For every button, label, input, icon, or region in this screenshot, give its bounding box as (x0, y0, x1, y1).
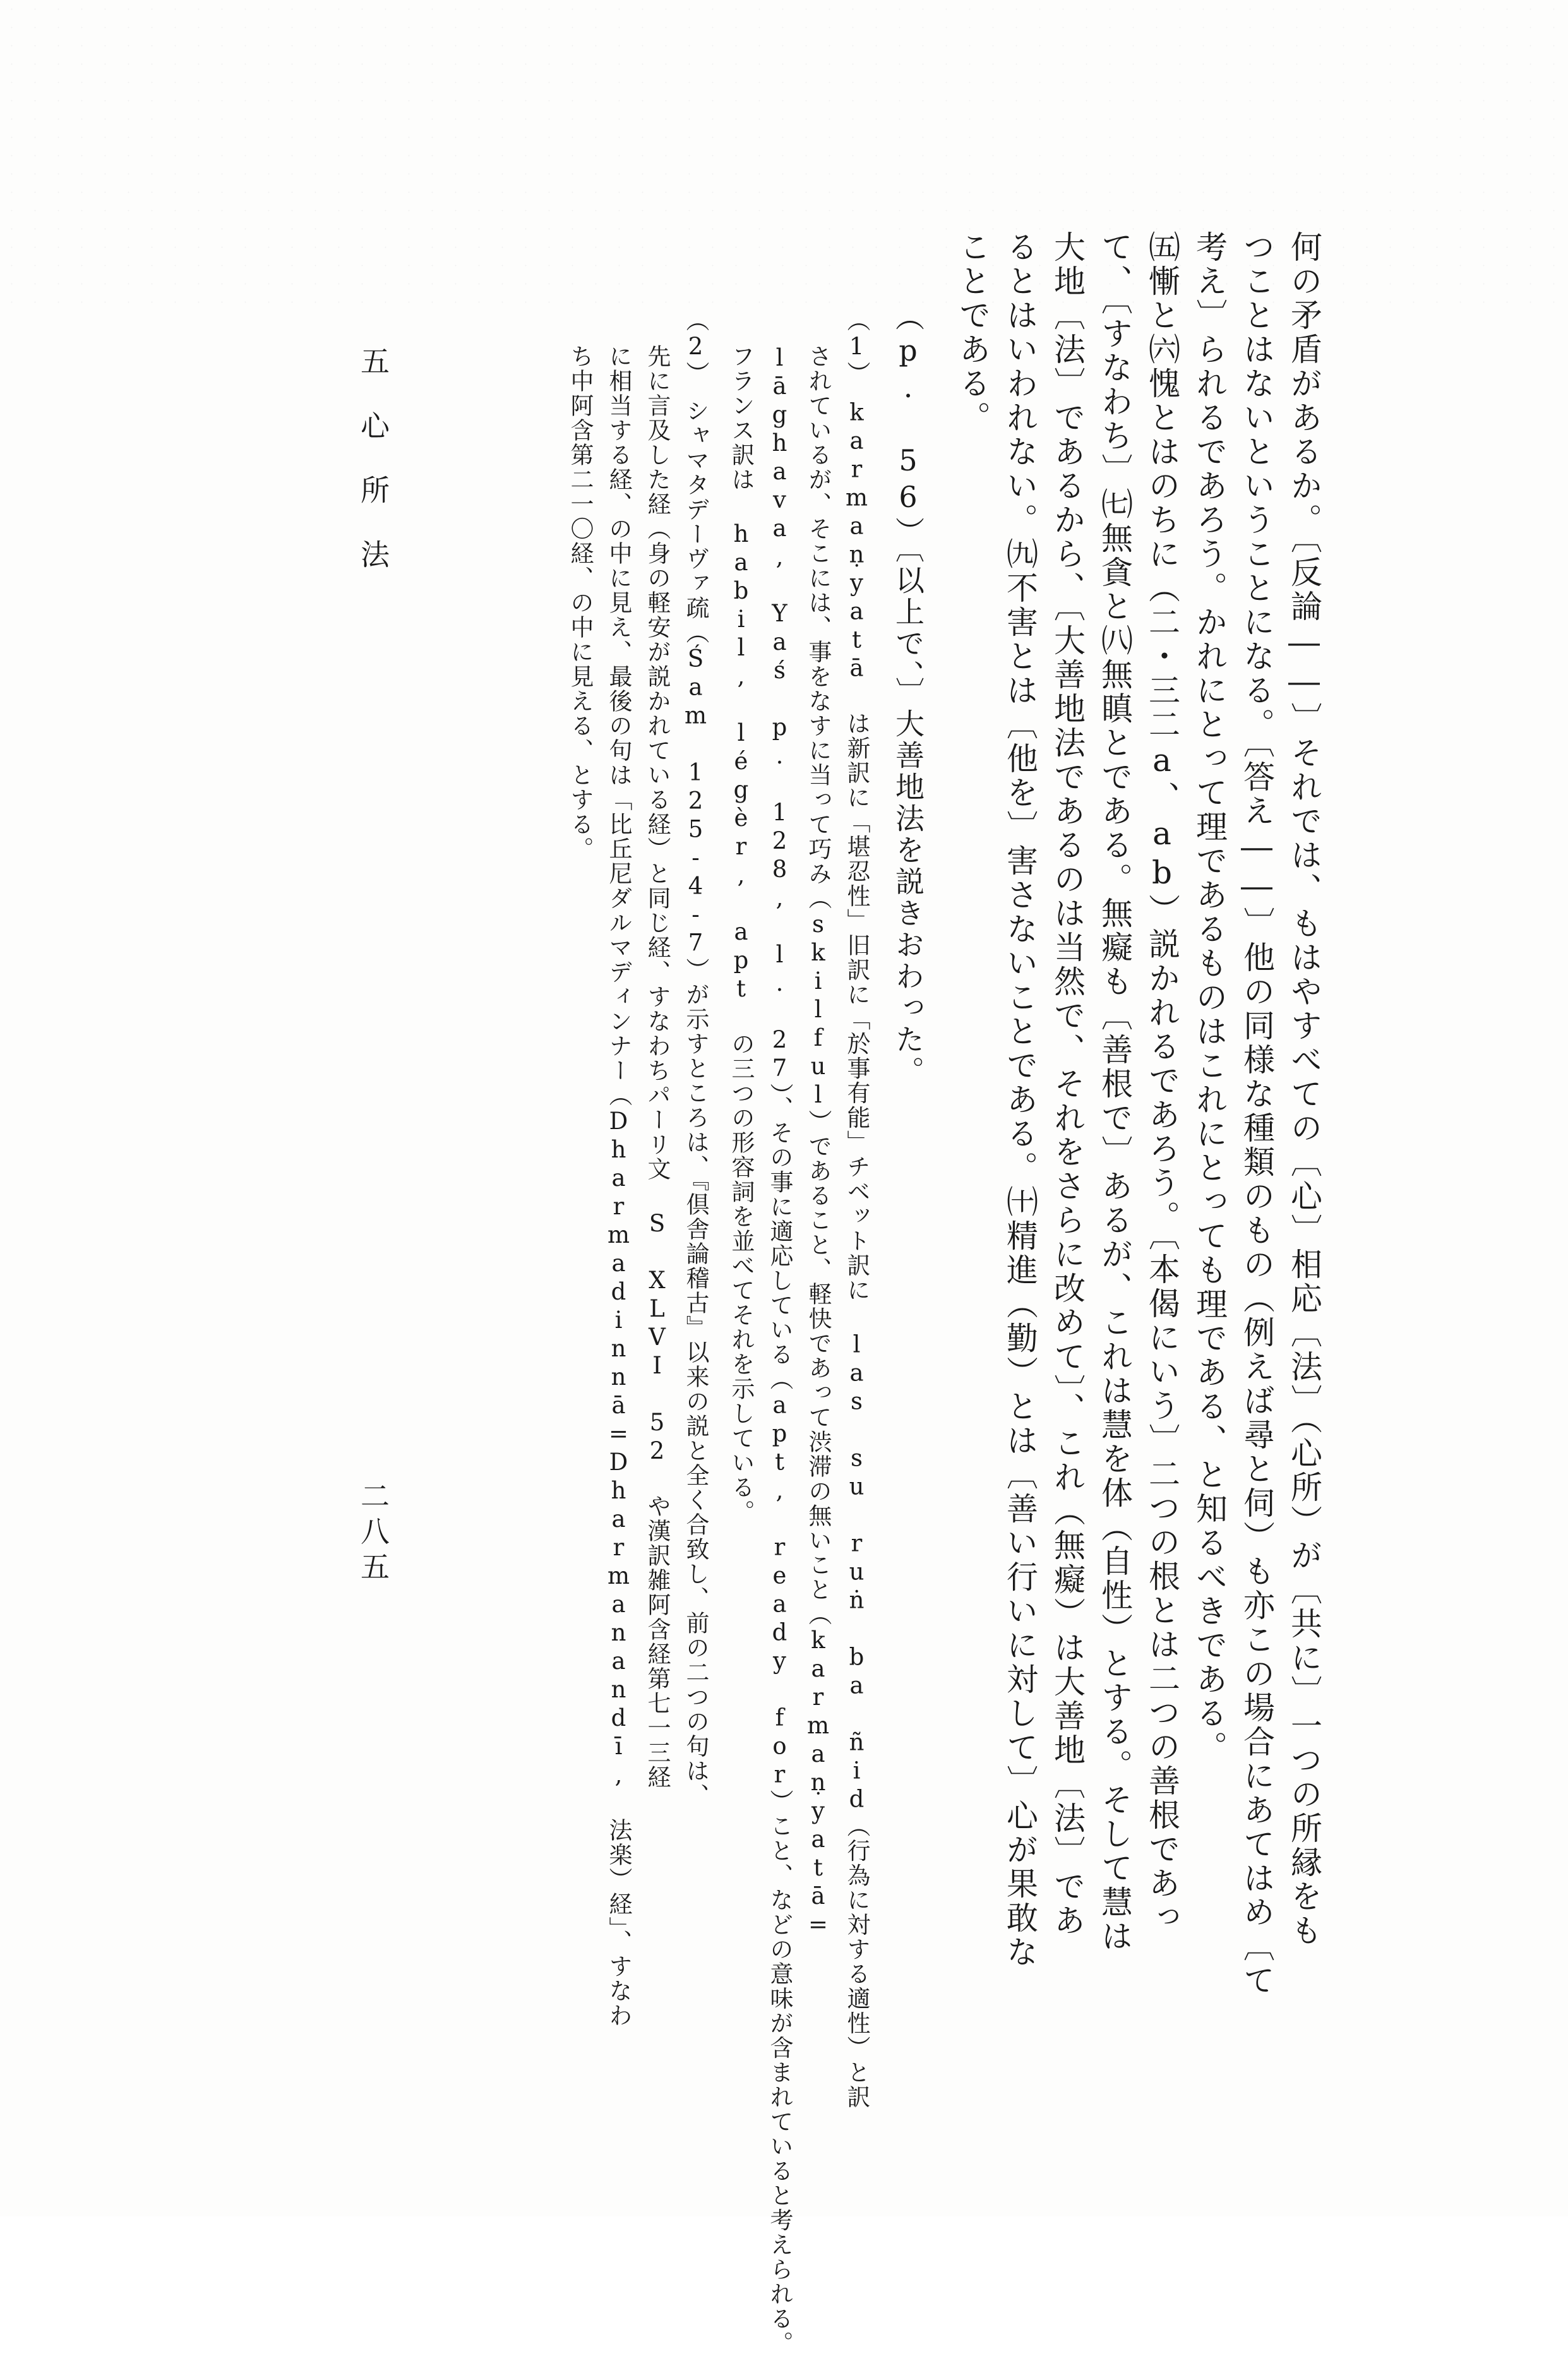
body-line-3: 考え〕られるであろう。かれにとって理であるものはこれにとっても理である、と知るべきである。 (1191, 230, 1228, 1765)
body-line-5: て、〔すなわち〕㈦無貪と㈧無瞋とである。無癡も〔善根で〕あるが、これは慧を体（自性）とする。そして慧は (1096, 230, 1133, 1954)
note-line-7: に相当する経、の中に見え、最後の句は「比丘尼ダルマディンナー（Dharmadinnā=Dharmanandī, 法楽）経」、すなわ (605, 344, 632, 2028)
scan-noise (0, 0, 1568, 316)
body-line-1: 何の矛盾があるか。〔反論――〕それでは、もはやすべての〔心〕相応〔法〕（心所）が〔共に〕一つの所縁をも (1286, 230, 1322, 1948)
summary-line: （p. 56）〔以上で、〕大善地法を説きおわった。 (891, 302, 925, 1087)
note-line-8: ち中阿含第二一〇経、の中に見える、とする。 (566, 344, 594, 861)
body-line-7: るとはいわれない。㈨不害とは〔他を〕害さないことである。㈩精進（勤）とは〔善い行いに対して〕心が果敢な (1002, 230, 1038, 1970)
page-number: 二八五 (356, 1481, 390, 1587)
body-line-2: つことはないということになる。〔答え――〕他の同様な種類のもの（例えば尋と伺）も亦この場合にあてはめ〔て (1238, 230, 1275, 1998)
body-line-4: ㈤慚と㈥愧とはのちに（二・三二a、ab）説かれるであろう。〔本偈にいう〕二つの根とは二つの善根であっ (1144, 230, 1180, 1935)
note-line-4: フランス訳は habil, légèr, apt の三つの形容詞を並べてそれを示している。 (727, 344, 755, 1524)
note-line-6: 先に言及した経（身の軽安が説かれている経）と同じ経、すなわちパーリ文 S XLVI 52 や漢訳雑阿含経第七一三経 (643, 344, 671, 1790)
note-line-2: されているが、そこには、事をなすに当って巧み（skilful）であること、軽快であって渋滞の無いこと（karmaṇyatā= (805, 344, 832, 1939)
body-line-6: 大地〔法〕であるから、〔大善地法であるのは当然で、それをさらに改めて〕、これ（無癡）は大善地〔法〕であ (1049, 230, 1086, 1938)
note-line-1: （1） karmaṇyatā は新訳に「堪忍性」旧訳に「於事有能」チベット訳に las su ruṅ ba ñid（行為に対する適性）と訳 (843, 308, 870, 2110)
running-header-title: 五心所法 (356, 346, 390, 604)
note-line-5: （2） シャマタデーヴァ疏（Śam 125-4-7）が示すところは、『倶舎論稽古』以来の説と全く合致し、前の二つの句は、 (682, 308, 709, 1808)
note-line-3: lāghava, Yaś p. 128, l. 27）、その事に適応している（apt, ready for）こと、などの意味が含まれていると考えられる。 (766, 344, 793, 2356)
body-line-8: ことである。 (954, 230, 991, 435)
